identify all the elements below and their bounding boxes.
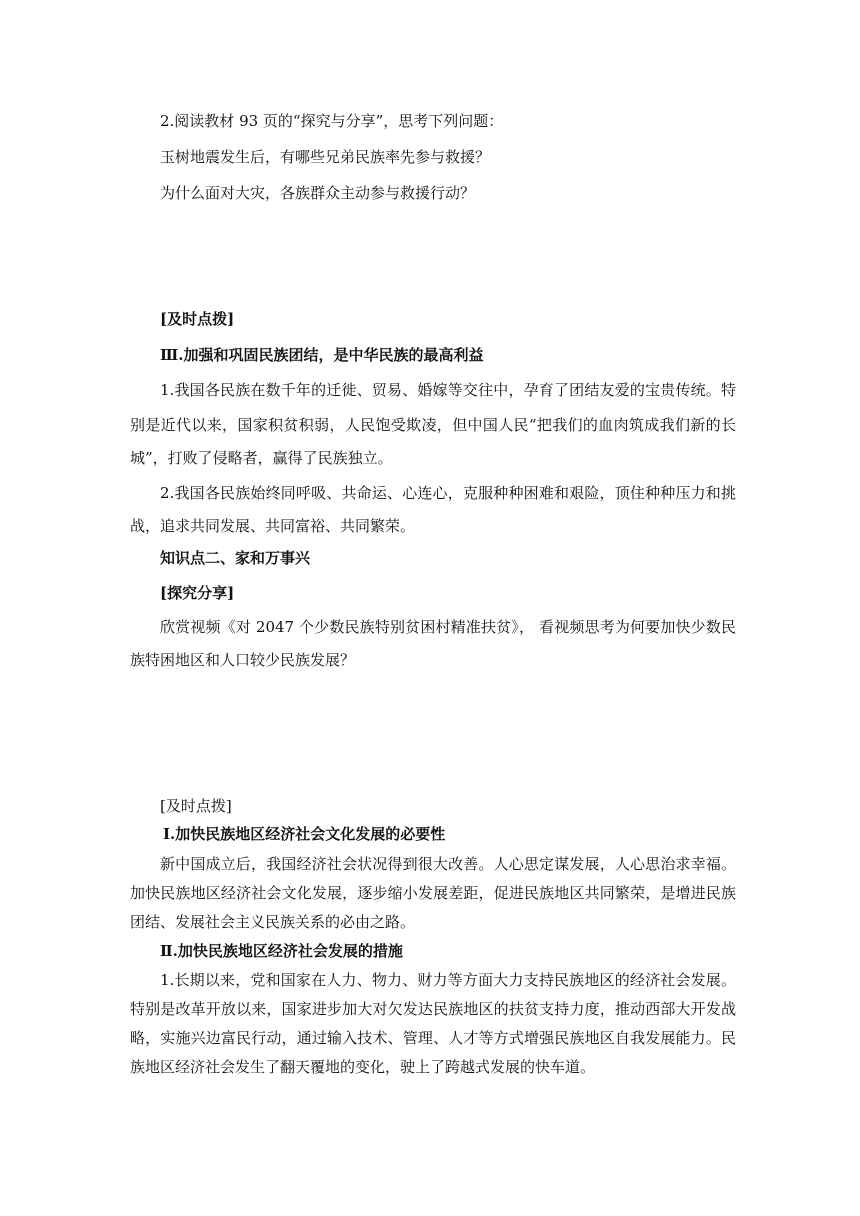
paragraph-line: 团结、发展社会主义民族关系的必由之路。 [130, 913, 416, 931]
paragraph-line: 加快民族地区经济社会文化发展，逐步缩小发展差距，促进民族地区共同繁荣，是增进民族 [130, 884, 736, 902]
tip-label: [及时点拨] [160, 310, 235, 328]
paragraph-line: 战，追求共同发展、共同富裕、共同繁荣。 [130, 517, 416, 535]
section-heading: Ⅲ.加强和巩固民族团结，是中华民族的最高利益 [160, 346, 484, 364]
paragraph-line: 城”，打败了侵略者，赢得了民族独立。 [130, 449, 393, 467]
section-heading: Ⅰ.加快民族地区经济社会文化发展的必要性 [163, 825, 446, 843]
question-1: 玉树地震发生后，有哪些兄弟民族率先参与救援？ [160, 148, 491, 166]
paragraph-line: 新中国成立后，我国经济社会状况得到很大改善。人心思定谋发展，人心思治求幸福。 [160, 855, 736, 873]
paragraph-line: 族特困地区和人口较少民族发展？ [130, 651, 356, 669]
question-2: 为什么面对大灾，各族群众主动参与救援行动？ [160, 184, 476, 202]
paragraph-line: 别是近代以来，国家积贫积弱，人民饱受欺凌，但中国人民“把我们的血肉筑成我们新的长 [130, 416, 736, 434]
tip-label: [及时点拨] [160, 797, 232, 815]
paragraph-line: 2.我国各民族始终同呼吸、共命运、心连心，克服种种困难和艰险，顶住种种压力和挑 [160, 484, 736, 502]
paragraph-line: 略，实施兴边富民行动，通过输入技术、管理、人才等方式增强民族地区自我发展能力。民 [130, 1029, 736, 1047]
paragraph-line: 欣赏视频《对 2047 个少数民族特别贫困村精准扶贫》， 看视频思考为何要加快少数民 [160, 618, 736, 636]
knowledge-point-title: 知识点二、家和万事兴 [160, 549, 311, 567]
paragraph-line: 1.长期以来，党和国家在人力、物力、财力等方面大力支持民族地区的经济社会发展。 [160, 971, 736, 989]
paragraph-line: 族地区经济社会发生了翻天覆地的变化，驶上了跨越式发展的快车道。 [130, 1058, 596, 1076]
question-intro: 2.阅读教材 93 页的“探究与分享”，思考下列问题： [160, 112, 504, 130]
paragraph-line: 1.我国各民族在数千年的迁徙、贸易、婚嫁等交往中，孕育了团结友爱的宝贵传统。特 [160, 381, 736, 399]
paragraph-line: 特别是改革开放以来，国家进步加大对欠发达民族地区的扶贫支持力度，推动西部大开发战 [130, 1000, 736, 1018]
explore-label: [探究分享] [160, 584, 235, 602]
section-heading: Ⅱ.加快民族地区经济社会发展的措施 [160, 942, 403, 960]
